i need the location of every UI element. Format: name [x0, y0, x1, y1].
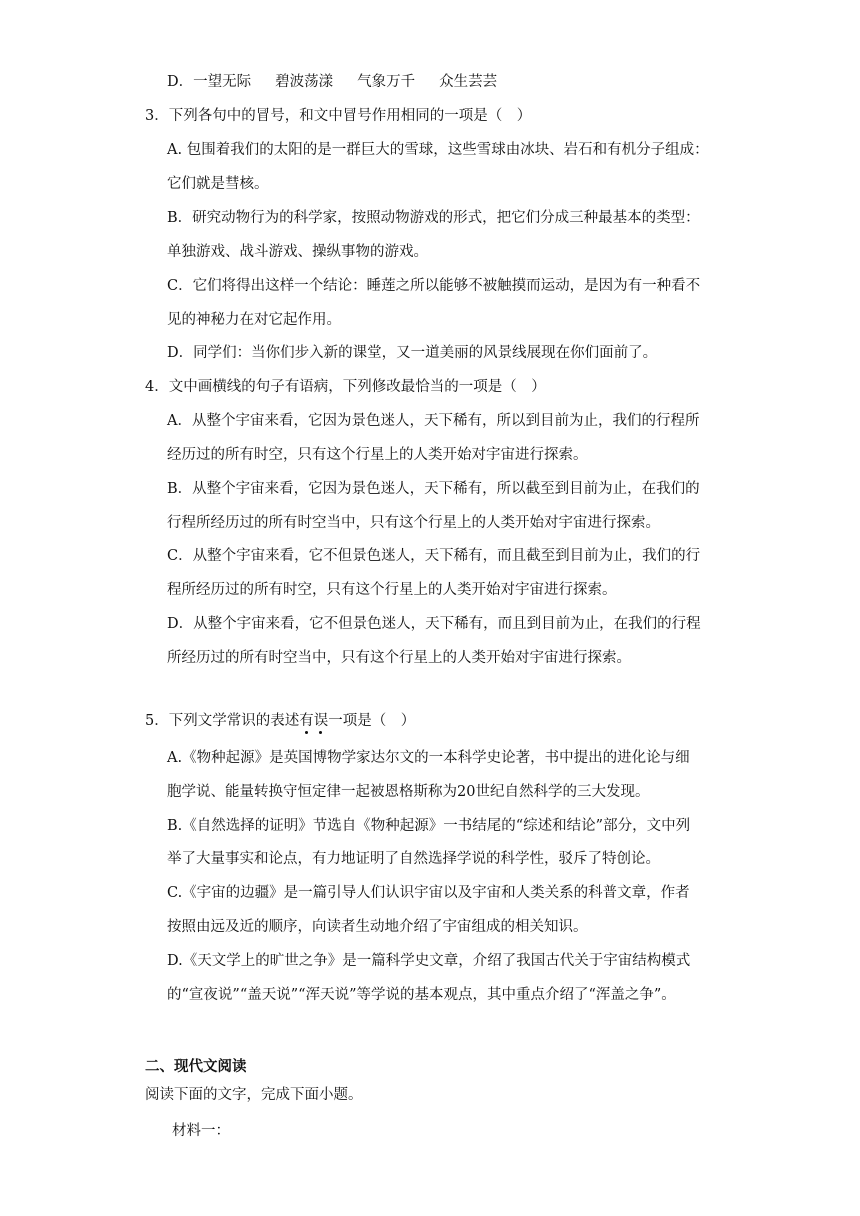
q5-stem-post: 一项是（ ）	[328, 713, 416, 729]
q5-option-a-cont: 胞学说、能量转换守恒定律一起被恩格斯称为20世纪自然科学的三大发现。	[167, 784, 650, 800]
q5-stem	[145, 711, 415, 731]
q2-option-d	[167, 72, 497, 92]
q5-option-c-cont: 按照由远及近的顺序，向读者生动地介绍了宇宙组成的相关知识。	[167, 919, 588, 935]
q4-stem: 4．文中画横线的句子有语病，下列修改最恰当的一项是（ ）	[145, 379, 546, 395]
section-title: 二、现代文阅读	[145, 1058, 247, 1075]
q4-option-a: A．从整个宇宙来看，它因为景色迷人，天下稀有，所以到目前为止，我们的行程所	[167, 413, 700, 429]
q4-option-b: B．从整个宇宙来看，它因为景色迷人，天下稀有，所以截至到目前为止，在我们的	[167, 481, 700, 497]
emphasis-char-2: 误	[313, 713, 329, 729]
option-prefix: D．	[167, 74, 194, 90]
q4-option-b-cont: 行程所经历过的所有时空当中，只有这个行星上的人类开始对宇宙进行探索。	[167, 515, 660, 531]
word-1: 一望无际	[193, 74, 252, 90]
q3-option-b-cont: 单独游戏、战斗游戏、操纵事物的游戏。	[167, 244, 428, 260]
emphasis-char-1: 有	[299, 713, 314, 729]
q3-stem: 3．下列各句中的冒号，和文中冒号作用相同的一项是（ ）	[145, 108, 532, 124]
q5-option-c: C.《宇宙的边疆》是一篇引导人们认识宇宙以及宇宙和人类关系的科普文章，作者	[167, 885, 690, 901]
q5-option-a: A.《物种起源》是英国博物学家达尔文的一本科学史论著，书中提出的进化论与细	[167, 750, 690, 766]
q5-option-b: B.《自然选择的证明》节选自《物种起源》一书结尾的“综述和结论”部分，文中列	[167, 818, 691, 834]
q4-option-c: C．从整个宇宙来看，它不但景色迷人，天下稀有，而且截至到目前为止，我们的行	[167, 548, 701, 564]
q4-option-c-cont: 程所经历过的所有时空，只有这个行星上的人类开始对宇宙进行探索。	[167, 582, 617, 598]
q3-option-d: D．同学们：当你们步入新的课堂，又一道美丽的风景线展现在你们面前了。	[167, 345, 658, 361]
q4-option-a-cont: 经历过的所有时空，只有这个行星上的人类开始对宇宙进行探索。	[167, 447, 588, 463]
word-2: 碧波荡漾	[275, 74, 334, 90]
q4-option-d: D．从整个宇宙来看，它不但景色迷人，天下稀有，而且到目前为止，在我们的行程	[167, 616, 701, 632]
q5-option-b-cont: 举了大量事实和论点，有力地证明了自然选择学说的科学性，驳斥了特创论。	[167, 851, 660, 867]
q3-option-c: C．它们将得出这样一个结论：睡莲之所以能够不被触摸而运动，是因为有一种看不	[167, 278, 701, 294]
word-3: 气象万千	[357, 74, 416, 90]
q3-option-b: B．研究动物行为的科学家，按照动物游戏的形式，把它们分成三种最基本的类型：	[167, 210, 700, 226]
word-4: 众生芸芸	[439, 74, 498, 90]
q3-option-a-cont: 它们就是彗核。	[167, 176, 269, 192]
q3-option-c-cont: 见的神秘力在对它起作用。	[167, 312, 341, 328]
q5-option-d: D.《天文学上的旷世之争》是一篇科学史文章，介绍了我国古代关于宇宙结构模式	[167, 953, 691, 969]
q5-stem-pre: 5．下列文学常识的表述	[145, 713, 300, 729]
material-label: 材料一：	[172, 1123, 230, 1139]
section-instruction: 阅读下面的文字，完成下面小题。	[145, 1087, 363, 1103]
q5-option-d-cont: 的“宣夜说”“盖天说”“浑天说”等学说的基本观点，其中重点介绍了“浑盖之争”。	[167, 987, 676, 1003]
q4-option-d-cont: 所经历过的所有时空当中，只有这个行星上的人类开始对宇宙进行探索。	[167, 650, 631, 666]
q3-option-a: A. 包围着我们的太阳的是一群巨大的雪球，这些雪球由冰块、岩石和有机分子组成：	[167, 142, 709, 158]
